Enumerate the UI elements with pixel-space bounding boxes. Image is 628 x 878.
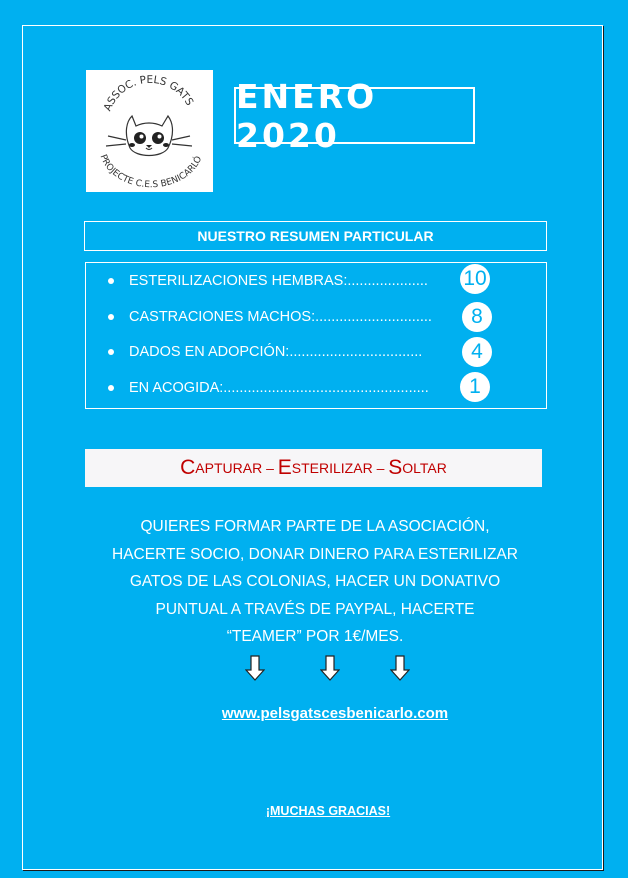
slogan-initial: E — [277, 456, 292, 479]
cat-logo-icon — [86, 70, 213, 192]
item-label: ESTERILIZACIONES HEMBRAS:.................... — [129, 273, 428, 289]
paragraph-line: PUNTUAL A TRAVÉS DE PAYPAL, HACERTE — [155, 600, 475, 618]
list-item — [108, 302, 432, 332]
down-arrow-icon — [320, 655, 340, 681]
list-item — [108, 373, 429, 403]
svg-text:PROJECTE C.E.S BENICARLÓ — [98, 153, 205, 190]
paragraph-line: “TEAMER” POR 1€/MES. — [226, 628, 404, 645]
logo-top-text: ASSOC. PELS GATS — [101, 73, 196, 113]
slogan-text: OLTAR — [402, 460, 447, 476]
count-badge: 4 — [462, 337, 492, 367]
bullet-icon — [108, 314, 114, 320]
slogan-initial: S — [388, 456, 403, 479]
summary-header: NUESTRO RESUMEN PARTICULAR — [84, 221, 547, 251]
count-badge: 1 — [460, 372, 490, 402]
bullet-icon — [108, 385, 114, 391]
association-logo — [86, 70, 213, 192]
list-item — [108, 337, 422, 367]
slogan-banner — [85, 449, 542, 487]
summary-list — [85, 262, 547, 409]
paragraph-line: QUIERES FORMAR PARTE DE LA ASOCIACIÓN, — [140, 518, 490, 535]
slogan-text: APTURAR – — [195, 460, 278, 476]
slogan-text: STERILIZAR – — [291, 460, 389, 476]
item-label: DADOS EN ADOPCIÓN:................................. — [129, 344, 423, 360]
membership-paragraph — [110, 513, 520, 651]
svg-text:ASSOC. PELS GATS — [102, 74, 196, 113]
month-title: ENERO 2020 — [234, 87, 475, 144]
count-badge: 10 — [460, 264, 490, 294]
paragraph-line: GATOS DE LAS COLONIAS, HACER UN DONATIVO — [129, 573, 501, 590]
item-label: CASTRACIONES MACHOS:............................. — [129, 309, 432, 325]
count-badge: 8 — [462, 302, 492, 332]
down-arrow-icon — [390, 655, 410, 681]
item-label: EN ACOGIDA:................................................... — [129, 380, 429, 396]
paragraph-line: HACERTE SOCIO, DONAR DINERO PARA ESTERILIZAR — [112, 545, 518, 563]
list-item — [108, 266, 428, 296]
slogan-initial: C — [180, 456, 196, 479]
bullet-icon — [108, 349, 114, 355]
logo-bottom-text: PROJECTE C.E.S BENICARLÓ — [97, 153, 205, 191]
bullet-icon — [108, 278, 114, 284]
thanks-text: ¡MUCHAS GRACIAS! — [265, 804, 391, 818]
website-link[interactable]: www.pelsgatscesbenicarlo.com — [221, 705, 449, 722]
down-arrow-icon — [245, 655, 265, 681]
